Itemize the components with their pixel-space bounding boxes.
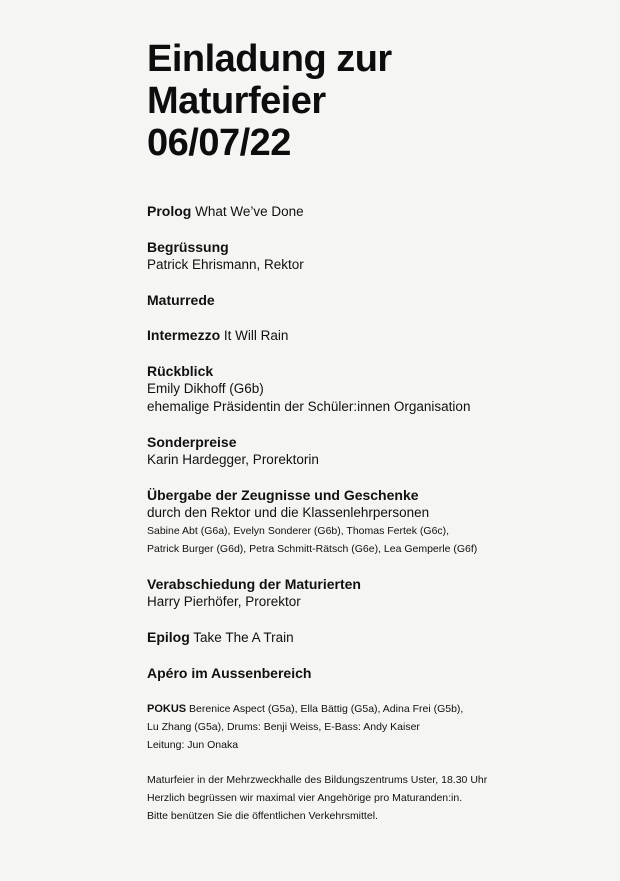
program-text: Karin Hardegger, Prorektorin — [147, 452, 319, 467]
program-text: It Will Rain — [223, 328, 289, 343]
pokus-text: Berenice Aspect (G5a), Ella Bättig (G5a), Adina Frei (G5b), — [189, 703, 464, 715]
program-label: Verabschiedung der Maturierten — [147, 576, 361, 592]
invitation-page — [147, 38, 597, 825]
program-label: Maturrede — [147, 292, 215, 308]
program-item-begruessung — [147, 238, 597, 274]
program-item-rueckblick — [147, 362, 597, 416]
title-date: 06/07/22 — [147, 122, 291, 164]
program-label: Rückblick — [147, 363, 214, 379]
program-text: Take The A Train — [193, 630, 294, 645]
program-label: Übergabe der Zeugnisse und Geschenke — [147, 487, 419, 503]
program-label: Sonderpreise — [147, 434, 237, 450]
program-label: Epilog — [147, 629, 190, 645]
program-label: Intermezzo — [147, 327, 221, 343]
title-line-2: Maturfeier — [147, 80, 326, 122]
program-label: Apéro im Aussenbereich — [147, 665, 312, 681]
program-item-verabschiedung — [147, 575, 597, 611]
footer-line: Bitte benützen Sie die öffentlichen Verkehrsmittel. — [147, 810, 378, 822]
program-text: ehemalige Präsidentin der Schüler:innen Organisation — [147, 399, 471, 414]
teacher-names: Sabine Abt (G6a), Evelyn Sonderer (G6b), Thomas Fertek (G6c), — [147, 525, 450, 537]
pokus-label: POKUS — [147, 703, 187, 715]
program-item-intermezzo — [147, 326, 597, 345]
program-item-sonderpreise — [147, 433, 597, 469]
footer-line: Herzlich begrüssen wir maximal vier Angehörige pro Maturanden:in. — [147, 792, 463, 804]
program-item-prolog — [147, 202, 597, 221]
footer-line: Maturfeier in der Mehrzweckhalle des Bildungszentrums Uster, 18.30 Uhr — [147, 774, 488, 786]
teacher-names: Patrick Burger (G6d), Petra Schmitt-Rätsch (G6e), Lea Gemperle (G6f) — [147, 543, 478, 555]
program-item-uebergabe — [147, 486, 597, 558]
program-item-epilog — [147, 628, 597, 647]
program-text: Patrick Ehrismann, Rektor — [147, 257, 304, 272]
program-text: What We’ve Done — [195, 204, 304, 219]
program-text: Harry Pierhöfer, Prorektor — [147, 594, 301, 609]
pokus-text: Lu Zhang (G5a), Drums: Benji Weiss, E-Bass: Andy Kaiser — [147, 721, 420, 733]
title-line-1: Einladung zur — [147, 38, 392, 80]
program-text: durch den Rektor und die Klassenlehrpersonen — [147, 505, 430, 520]
program-label: Prolog — [147, 203, 192, 219]
page-title — [147, 38, 597, 164]
program-list — [147, 202, 597, 682]
program-item-apero — [147, 664, 597, 682]
program-text: Emily Dikhoff (G6b) — [147, 381, 264, 396]
pokus-text: Leitung: Jun Onaka — [147, 739, 239, 751]
footer-notes — [147, 771, 597, 825]
program-label: Begrüssung — [147, 239, 229, 255]
program-item-maturrede — [147, 291, 597, 309]
pokus-credits — [147, 700, 597, 754]
